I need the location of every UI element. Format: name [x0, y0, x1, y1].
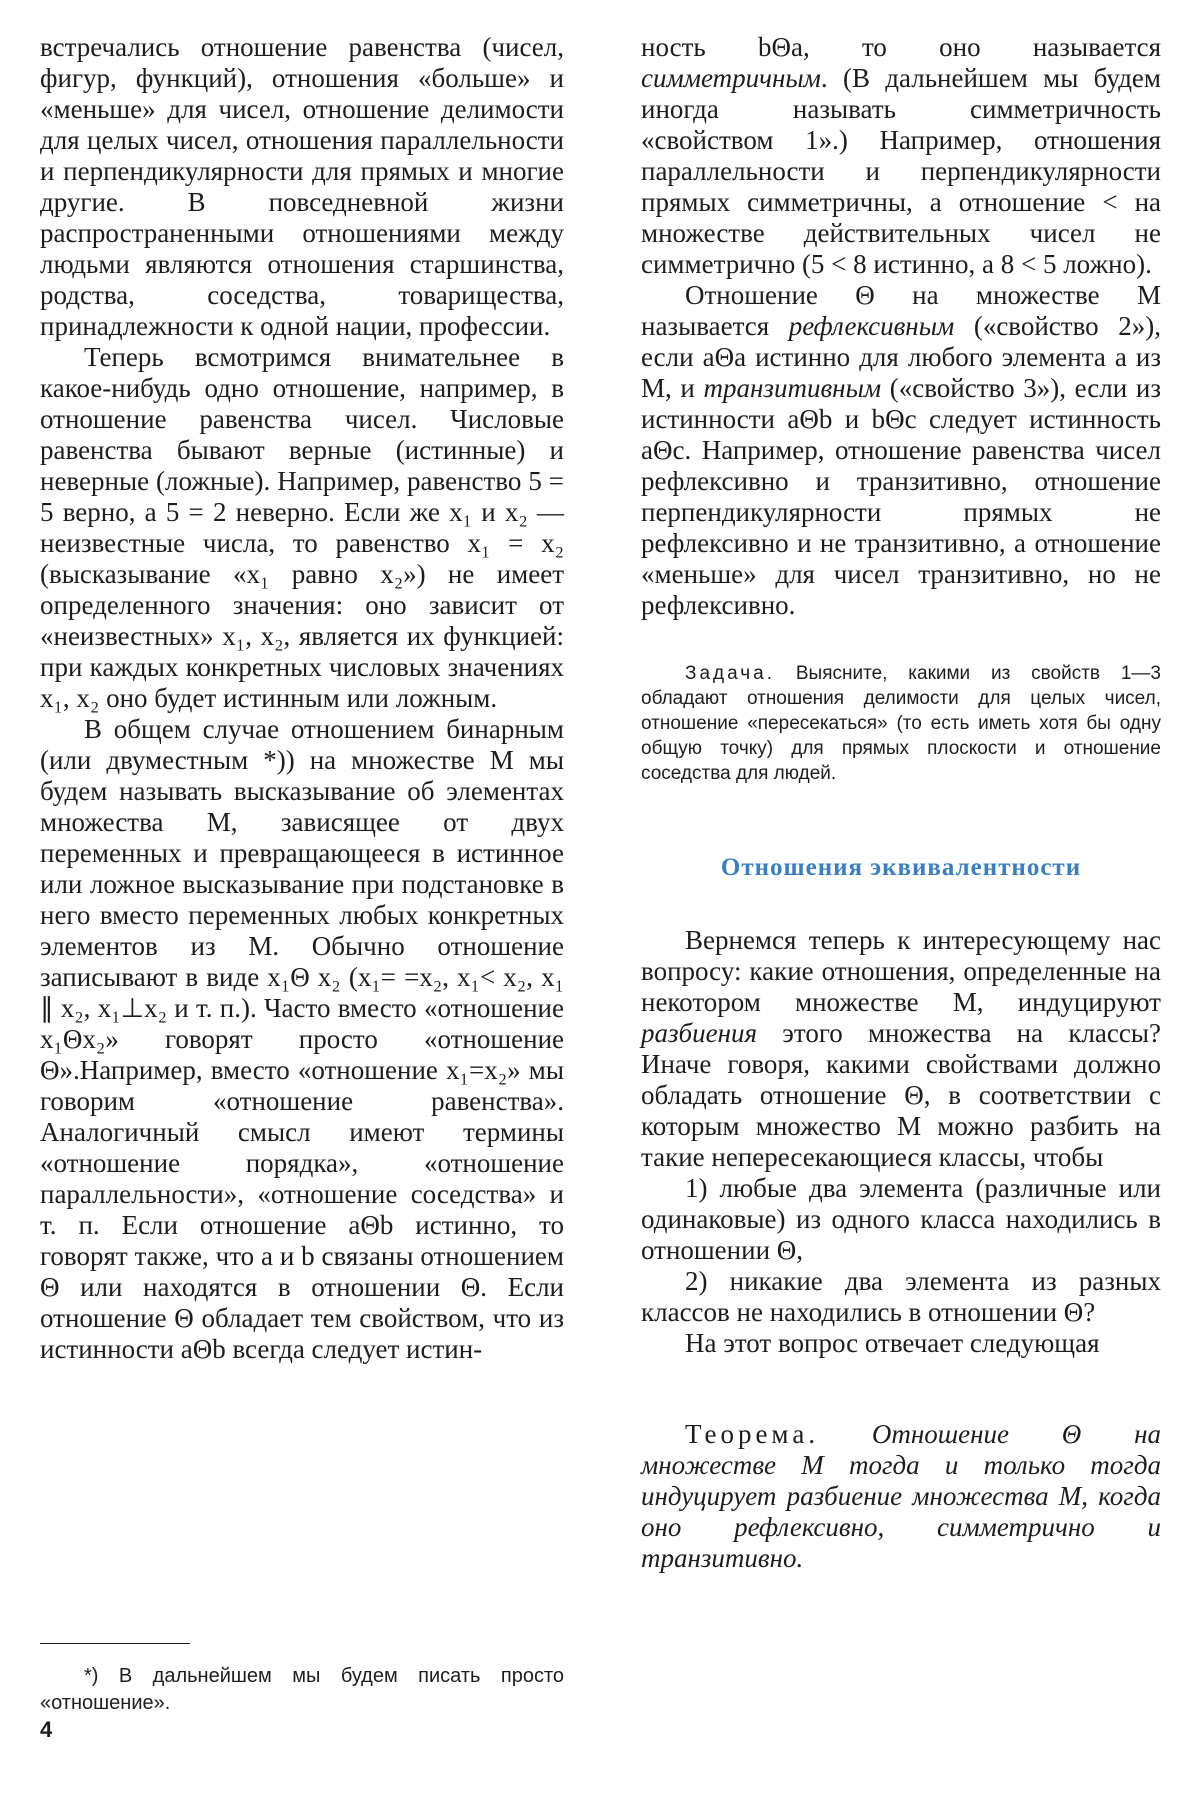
left-column: [40, 32, 564, 1365]
footnote: *) В дальнейшем мы будем писать просто «отношение».: [40, 1665, 564, 1714]
right-paragraph-2: [641, 280, 1161, 621]
text-span: Вернемся теперь к интересующему нас вопросу: какие отношения, определенные на некотором множестве M, индуцируют: [641, 925, 1161, 1017]
term-reflexive: рефлексивным: [788, 311, 955, 341]
left-paragraph-1: встречались отношение равенства (чисел, фигур, функций), отношения «больше» и «меньше» для чисел, отношение делимости для целых чисел, отношения параллельности и перпендикулярности для прямых и многие другие. В повседневной жизни распространенными отношениями между людьми являются отношения старшинства, родства, соседства, товарищества, принадлежности к одной нации, профессии.: [40, 32, 564, 341]
left-paragraph-2: Теперь всмотримся внимательнее в какое-нибудь одно отношение, например, в отношение равенства чисел. Числовые равенства бывают верные (истинные) и неверные (ложные). Например, равенство 5 = 5 верно, а 5 = 2 неверно. Если же x₁ и x₂ — неизвестные числа, то равенство x₁ = x₂ (высказывание «x₁ равно x₂») не имеет определенного значения: оно зависит от «неизвестных» x₁, x₂, является их функцией: при каждых конкретных числовых значениях x₁, x₂ оно будет истинным или ложным.: [40, 342, 564, 713]
right-paragraph-3: [641, 925, 1161, 1173]
left-paragraph-3: В общем случае отношением бинарным (или двуместным *)) на множестве M мы будем называть высказывание об элементах множества M, зависящее от двух переменных и превращающееся в истинное или ложное высказывание при подстановке в него вместо переменных любых конкретных элементов из M. Обычно отношение записывают в виде x₁Θ x₂ (x₁= =x₂, x₁< x₂, x₁ ∥ x₂, x₁⊥x₂ и т. п.). Часто вместо «отношение x₁Θx₂» говорят просто «отношение Θ».Например, вместо «отношение x₁=x₂» мы говорим «отношение равенства». Аналогичный смысл имеют термины «отношение порядка», «отношение параллельности», «отношение соседства» и т. п. Если отношение aΘb истинно, то говорят также, что a и b связаны отношением Θ или находятся в отношении Θ. Если отношение Θ обладает тем свойством, что из истинности aΘb всегда следует истин-: [40, 714, 564, 1364]
section-heading: Отношения эквивалентности: [720, 854, 1082, 881]
term-partitions: разбиения: [641, 1018, 758, 1048]
page-number: 4: [40, 1717, 53, 1742]
text-span: Отношение Θ на множестве M называется: [641, 280, 1161, 341]
theorem-text: Отношение Θ на множестве M тогда и только тогда индуцирует разбиение множества M, когда оно рефлексивно, симметрично и транзитивно.: [641, 1419, 1161, 1573]
text-span: («свойство 2»), если aΘa истинно для любого элемента a из M, и: [641, 311, 1162, 403]
text-span: ность bΘa, то оно называется: [641, 32, 1161, 62]
text-span: этого множества на классы? Иначе говоря, какими свойствами должно обладать отношение Θ, в соответствии с которым множество M можно разбить на такие непересекающиеся классы, чтобы: [641, 1018, 1161, 1172]
task-text: Выясните, какими из свойств 1—3 обладают отношения делимости для целых чисел, отношение «пересекаться» (то есть иметь хотя бы одну общую точку) для прямых плоскости и отношение соседства для людей.: [641, 663, 1161, 784]
text-span: («свойство 3»), если из истинности aΘb и bΘc следует истинность aΘc. Например, отношение равенства чисел рефлексивно и транзитивно, отношение перпендикулярности прямых не рефлексивно и не транзитивно, а отношение «меньше» для чисел транзитивно, но не рефлексивно.: [641, 373, 1161, 620]
task-block: [641, 661, 1161, 786]
right-paragraph-1: [641, 32, 1161, 280]
term-symmetric: симметричным: [641, 63, 821, 93]
task-label: Задача.: [685, 663, 776, 684]
theorem-label: Теорема.: [685, 1419, 820, 1449]
text-span: . (В дальнейшем мы будем иногда называть симметричность «свойством 1».) Например, отношения параллельности и перпендикулярности прямых симметричны, а отношение < на множестве действительных чисел не симметрично (5 < 8 истинно, а 8 < 5 ложно).: [641, 63, 1161, 279]
list-item-2: 2) никакие два элемента из разных классов не находились в отношении Θ?: [641, 1266, 1161, 1327]
right-column: [641, 32, 1161, 1574]
theorem-block: [641, 1419, 1161, 1574]
footnote-divider: [40, 1643, 190, 1644]
term-transitive: транзитивным: [703, 373, 882, 403]
right-paragraph-4: На этот вопрос отвечает следующая: [685, 1328, 1100, 1358]
list-item-1: 1) любые два элемента (различные или одинаковые) из одного класса находились в отношении Θ,: [641, 1173, 1161, 1265]
